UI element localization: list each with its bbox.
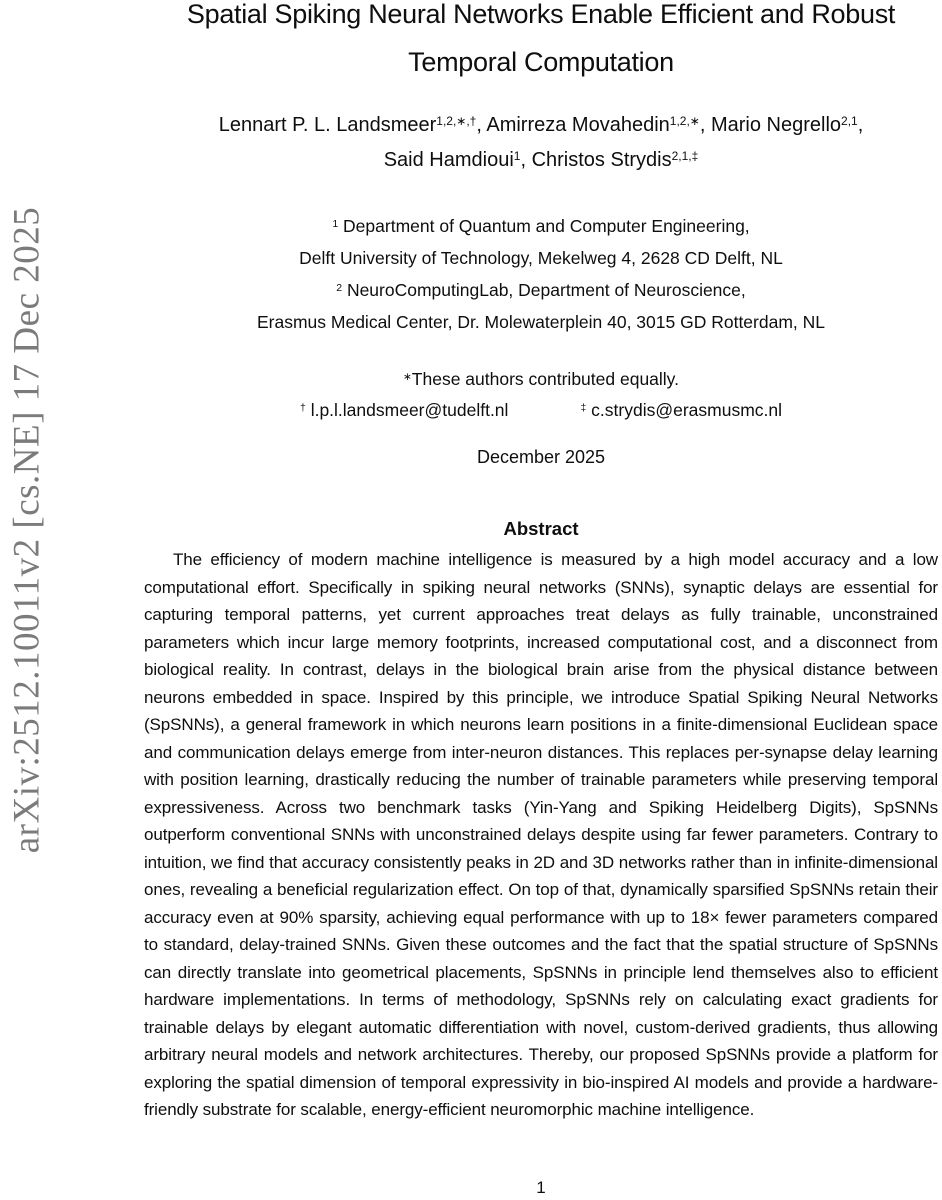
email-landsmeer-address: l.p.l.landsmeer@tudelft.nl [310,400,509,420]
paper-title [144,0,938,86]
author-line: Lennart P. L. Landsmeer$^{1,2,∗,\dagger}$, Amirreza Movahedin$^{1,2,∗}$, Mario Negrello$^{2,1}$, [218,114,864,136]
author-name: Christos Strydis [531,149,672,171]
author-name: Lennart P. L. Landsmeer [218,114,437,136]
affiliation-line [144,242,938,274]
arxiv-watermark: arXiv:2512.10011v2 [cs.NE] 17 Dec 2025 [6,206,48,854]
author-superscript: 1,2,∗,† [436,114,477,128]
affiliation-text: NeuroComputingLab, Department of Neuroscience, [346,280,746,300]
abstract-text: The efficiency of modern machine intelligence is measured by a high model accuracy and a low computational effort. Specifically in spiking neural networks (SNNs), synaptic delays are essential for capturing temporal patterns, yet current approaches treat delays as fully trainable, unconstrained parameters which incur large memory footprints, increased computational cost, and a disconnect from biological reality. In contrast, delays in the biological brain arise from the physical distance between neurons embedded in space. Inspired by this principle, we introduce Spatial Spiking Neural Networks (SpSNNs), a general framework in which neurons learn positions in a finite-dimensional Euclidean space and communication delays emerge from inter-neuron distances. This replaces per-synapse delay learning with position learning, drastically reducing the number of trainable parameters while preserving temporal expressiveness. Across two benchmark tasks (Yin-Yang and Spiking Heidelberg Digits), SpSNNs outperform conventional SNNs with unconstrained delays despite using far fewer parameters. Contrary to intuition, we find that accuracy consistently peaks in 2D and 3D networks rather than in infinite-dimensional ones, revealing a beneficial regularization effect. On top of that, dynamically sparsified SpSNNs retain their accuracy even at 90% sparsity, achieving equal performance with up to 18× fewer parameters compared to standard, delay-trained SNNs. Given these outcomes and the fact that the spatial structure of SpSNNs can directly translate into geometrical placements, SpSNNs in principle lend themselves also to efficient hardware implementations. In terms of methodology, SpSNNs rely on calculating exact gradients for trainable delays by elegant automatic differentiation with novel, custom-derived gradients, thus allowing arbitrary neural models and network architectures. Thereby, our proposed SpSNNs provide a platform for exploring the spatial dimension of temporal expressivity in bio-inspired AI models and provide a hardware-friendly substrate for scalable, energy-efficient neuromorphic machine intelligence. [144,550,938,1119]
email-strydis [580,400,782,421]
author-list [144,108,938,178]
author-superscript: 2,1,‡ [671,149,699,163]
email-strydis-address: c.strydis@erasmusmc.nl [591,400,783,420]
affiliation-superscript: 2 [336,281,343,294]
affiliation-line [144,210,938,242]
affiliation-list [144,210,938,338]
author-name: Mario Negrello [710,114,842,136]
author-name: Said Hamdioui [383,149,514,171]
footnote-emails [144,400,938,421]
affiliation-superscript: 1 [332,217,339,230]
author-line: Said Hamdioui$^1$, Christos Strydis$^{2,1,\ddagger}$ [383,149,699,171]
author-superscript: 1,2,∗ [669,114,700,128]
equal-contribution-note [144,369,938,390]
email-landsmeer [300,400,508,421]
affiliation-text: Erasmus Medical Center, Dr. Molewaterplein 40, 3015 GD Rotterdam, NL [256,312,826,332]
equal-contribution-text: These authors contributed equally. [411,369,679,389]
page-number: 1 [536,1178,546,1197]
publication-date: December 2025 [476,447,606,467]
author-superscript: 2,1 [841,114,858,128]
affiliation-text: Department of Quantum and Computer Engineering, [343,216,750,236]
dagger-marker: † [299,401,306,414]
paper-title-line2: Temporal Computation [408,47,674,77]
affiliation-text: Delft University of Technology, Mekelweg 4, 2628 CD Delft, NL [299,248,783,268]
equal-contribution-marker: ∗ [402,370,412,383]
affiliation-line [144,274,938,306]
author-name: Amirreza Movahedin [486,114,670,136]
paper-title-line1: Spatial Spiking Neural Networks Enable Efficient and Robust [186,0,896,29]
abstract-heading: Abstract [503,518,579,539]
affiliation-line [144,306,938,338]
author-superscript: 1 [513,149,521,163]
double-dagger-marker: ‡ [580,401,587,414]
